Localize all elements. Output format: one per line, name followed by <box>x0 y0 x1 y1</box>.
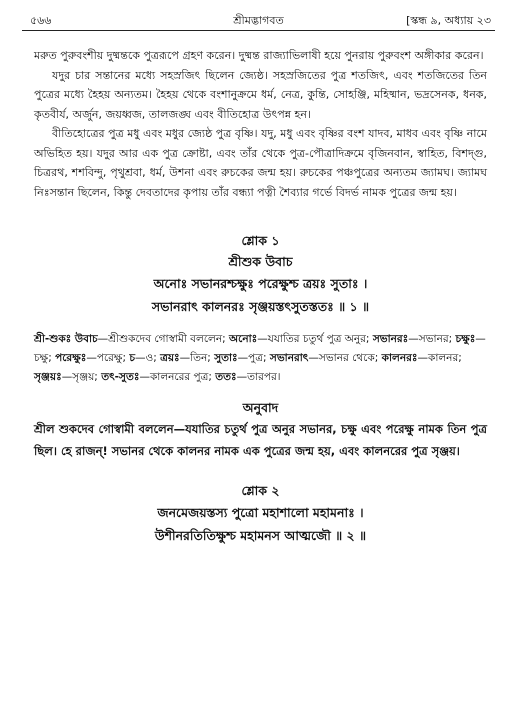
synonym-meaning: যযাতির চতুর্থ পুত্র অনুর <box>267 333 366 345</box>
synonym-word: সুতাঃ <box>214 352 238 364</box>
verse-2-line-1: জনমেজয়স্তস্য পুত্রো মহাশালো মহামনাঃ । <box>157 505 364 520</box>
paragraph-1: মরুত পুরুবংশীয় দুষ্মন্তকে পুত্ররূপে গ্রহণ করেন। দুষ্মন্ত রাজ্যাভিলাষী হয়ে পুনরায় পুরুবংশ অঙ্গীকার করেন। <box>34 49 484 62</box>
synonym-word: সভানরঃ <box>372 333 409 345</box>
synonym-word: তৎ-সুতঃ <box>101 371 140 383</box>
page-number: ৫৬৬ <box>30 14 52 27</box>
page-body <box>34 46 487 547</box>
verse-2-line-2: উশীনরতিতিক্ষুশ্চ মহামনস আত্মজৌ ॥ ২ ॥ <box>154 528 367 543</box>
synonym-meaning: শ্রীশুকদেব গোস্বামী বললেন <box>108 333 223 345</box>
synonym-meaning: সৃঞ্জয় <box>72 371 95 383</box>
page-header <box>22 8 495 30</box>
synonym-word: কালনরঃ <box>381 352 418 364</box>
synonym-word: পরেক্ষুঃ <box>55 352 87 364</box>
paragraph-3: বীতিহোত্রের পুত্র মধু এবং মধুর জ্যেষ্ঠ পুত্র বৃষ্ণি। যদু, মধু এবং বৃষ্ণির বংশ যাদব, মাধব এবং বৃষ্ণি নামে অভিহিত হয়। যদুর আর এক পুত্র ক্রোষ্টা, এবং তাঁর থেকে পুত্র-পৌত্রাদিক্রমে বৃজিনবান, স্বাহিত, বিশদ্গু, চিত্ররথ, শশবিন্দু, পৃথুশ্রবা, ধর্ম, উশনা এবং রুচকের জন্ম হয়। রুচকের পঞ্চপুত্রের অন্যতম জ্যামঘ। জ্যামঘ নিঃসন্তান ছিলেন, কিন্তু দেবতাদের কৃপায় তাঁর বন্ধ্যা পত্নী শৈব্যার গর্ভে বিদর্ভ নামক পুত্রের জন্ম হয়। <box>34 127 487 199</box>
synonym-word: ততঃ <box>215 371 237 383</box>
synonym-word: ত্রয়ঃ <box>160 352 180 364</box>
synonym-word: সভানরাৎ <box>269 352 309 364</box>
verse-1-line-2: সভানরাৎ কালনরঃ সৃঞ্জয়স্তৎসুতস্ততঃ ॥ ১ ॥ <box>151 299 370 314</box>
section-reference: [স্কন্ধ ৯, অধ্যায় ২৩ <box>406 14 491 27</box>
verse-1-line-1: অনোঃ সভানরশ্চক্ষুঃ পরেক্ষুশ্চ ত্রয়ঃ সুতাঃ । <box>153 276 368 291</box>
synonym-meaning: তারপর <box>247 371 277 383</box>
book-title: শ্রীমদ্ভাগবত <box>233 14 284 27</box>
header-rule <box>22 30 495 31</box>
synonym-meaning: কালনর <box>427 352 459 364</box>
synonym-word: সৃঞ্জয়ঃ <box>34 371 62 383</box>
synonym-meaning: ও <box>145 352 154 364</box>
synonym-meaning: পরেক্ষু <box>96 352 123 364</box>
synonym-meaning: চক্ষু <box>34 352 49 364</box>
verse-1-title: শ্লোক ১ <box>241 233 280 248</box>
synonym-word: চ <box>129 352 136 364</box>
paragraph-2: যদুর চার সন্তানের মধ্যে সহস্রজিৎ ছিলেন জ্যেষ্ঠ। সহস্রজিতের পুত্র শতজিৎ, এবং শতজিতের তিন পুত্রের মধ্যে হৈহয় অন্যতম। হৈহয় থেকে বংশানুক্রমে ধর্ম, নেত্র, কুন্তি, সোহঞ্জি, মহিষ্মান, ভদ্রসেনক, ধনক, কৃতবীর্য, অর্জুন, জয়ধ্বজ, তালজঙ্ঘ এবং বীতিহোত্র উৎপন্ন হন। <box>34 68 487 121</box>
verse-2-title: শ্লোক ২ <box>241 483 280 498</box>
translation-text: শ্রীল শুকদেব গোস্বামী বললেন—যযাতির চতুর্থ পুত্র অনুর সভানর, চক্ষু এবং পরেক্ষু নামক তিন পুত্র ছিল। হে রাজন্! সভানর থেকে কালনর নামক এক পুত্রের জন্ম হয়, এবং কালনরের পুত্র সৃঞ্জয়। <box>34 422 487 458</box>
synonym-meaning: সভানর থেকে <box>318 352 375 364</box>
synonym-word: শ্রী-শুকঃ উবাচ <box>34 333 98 345</box>
synonym-meaning: কালনরের পুত্র <box>149 371 209 383</box>
synonym-meaning: পুত্র <box>248 352 263 364</box>
synonym-word: অনোঃ <box>229 333 258 345</box>
synonym-meaning: সভানর <box>418 333 449 345</box>
synonym-word: চক্ষুঃ <box>455 333 476 345</box>
translation-heading: অনুবাদ <box>242 400 279 415</box>
verse-1-speaker: শ্রীশুক উবাচ <box>228 254 293 269</box>
verse-1-synonyms: শ্রী-শুকঃ উবাচ—শ্রীশুকদেব গোস্বামী বললেন; অনোঃ—যযাতির চতুর্থ পুত্র অনুর; সভানরঃ—সভানর; চক্ষুঃ—চক্ষু; পরেক্ষুঃ—পরেক্ষু; চ—ও; ত্রয়ঃ—তিন; সুতাঃ—পুত্র; সভানরাৎ—সভানর থেকে; কালনরঃ—কালনর; সৃঞ্জয়ঃ—সৃঞ্জয়; তৎ-সুতঃ—কালনরের পুত্র; ততঃ—তারপর। <box>34 333 486 383</box>
synonym-meaning: তিন <box>190 352 208 364</box>
